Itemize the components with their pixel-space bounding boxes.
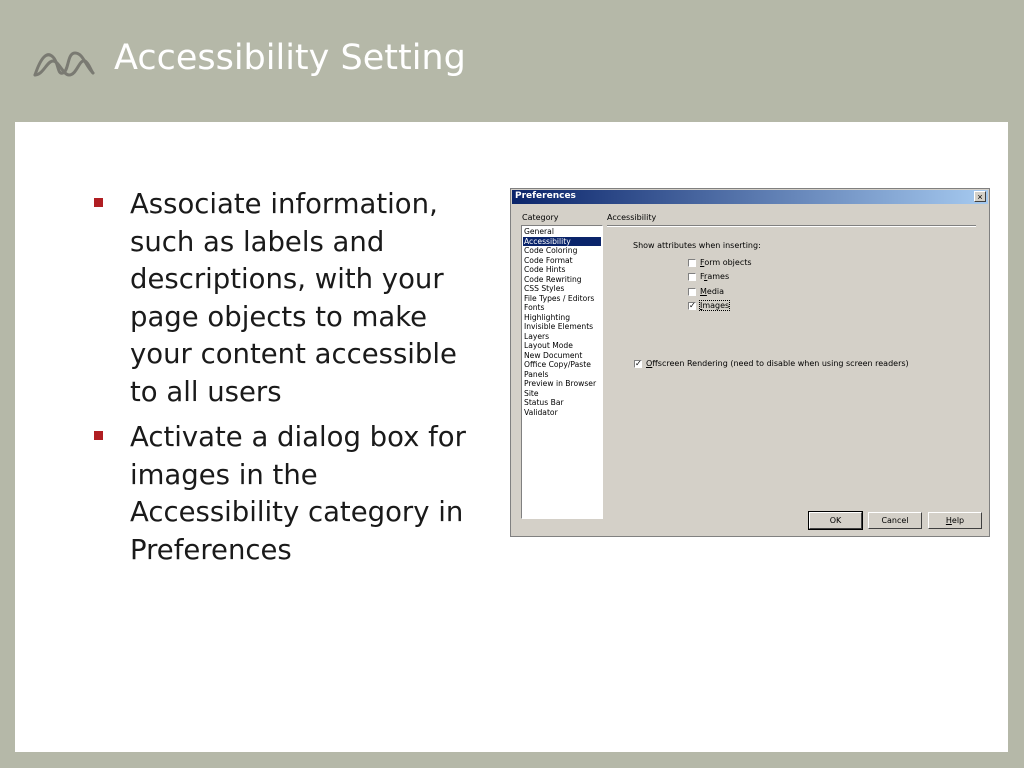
waves-logo-icon <box>33 47 95 79</box>
checkbox-form-objects[interactable] <box>688 258 752 267</box>
label-mnemonic: H <box>945 516 952 525</box>
checkbox-box[interactable] <box>688 273 696 281</box>
section-label: Accessibility <box>607 213 657 222</box>
bullet-text: Associate information, such as labels and descriptions, with your page objects to make your content accessible to all users <box>130 188 457 408</box>
checkmark-icon: ✓ <box>689 300 696 310</box>
category-item[interactable]: Code Format <box>524 255 573 265</box>
label-text: orm objects <box>704 258 752 267</box>
category-item[interactable]: Validator <box>524 407 558 417</box>
label-text: edia <box>706 287 725 296</box>
checkbox-label <box>700 258 752 267</box>
category-item[interactable]: Office Copy/Paste <box>524 360 591 369</box>
ok-button[interactable]: OK <box>809 512 862 529</box>
bullet-item <box>92 419 492 569</box>
cancel-button[interactable]: Cancel <box>868 512 922 529</box>
checkbox-label <box>700 301 729 310</box>
category-item[interactable]: Preview in Browser <box>524 379 597 388</box>
square-bullet-icon <box>94 198 103 207</box>
category-label: Category <box>522 213 559 222</box>
checkbox-media[interactable] <box>688 287 724 296</box>
label-mnemonic: M <box>700 287 707 296</box>
category-item[interactable]: Invisible Elements <box>524 322 594 331</box>
category-item[interactable]: Panels <box>524 369 549 379</box>
category-item[interactable]: New Document <box>524 350 583 360</box>
square-bullet-icon <box>94 431 103 440</box>
label-text: elp <box>951 516 965 525</box>
help-button[interactable] <box>928 512 982 529</box>
category-item[interactable]: Accessibility <box>523 237 601 247</box>
bullet-text: Activate a dialog box for images in the Accessibility category in Preferences <box>130 421 466 566</box>
category-item[interactable]: Status Bar <box>524 398 564 407</box>
category-item[interactable]: General <box>524 227 554 236</box>
category-item[interactable]: Code Rewriting <box>524 274 582 284</box>
category-item[interactable]: Fonts <box>524 303 545 312</box>
checkbox-label <box>700 287 724 296</box>
category-item[interactable]: CSS Styles <box>524 284 565 293</box>
checkbox-box[interactable] <box>688 302 696 310</box>
category-item[interactable]: Code Hints <box>524 265 566 274</box>
category-item[interactable]: Site <box>524 388 539 398</box>
label-text: F <box>700 272 705 281</box>
label-text: ames <box>707 272 730 281</box>
bullet-list <box>92 186 492 577</box>
label-mnemonic: r <box>704 272 708 281</box>
close-icon: × <box>977 192 983 202</box>
label-mnemonic: I <box>700 301 703 310</box>
label-text: mages <box>702 301 730 310</box>
checkbox-images[interactable] <box>688 301 729 310</box>
label-mnemonic: F <box>700 258 705 267</box>
close-button[interactable] <box>974 191 986 202</box>
dialog-title: Preferences <box>515 191 576 201</box>
checkbox-box[interactable] <box>688 259 696 267</box>
checkbox-box[interactable] <box>634 360 642 368</box>
bullet-item <box>92 186 492 411</box>
label-mnemonic: O <box>646 359 653 368</box>
dialog-titlebar[interactable] <box>512 190 988 204</box>
category-item[interactable]: Layers <box>524 331 550 341</box>
checkbox-label <box>646 359 909 368</box>
checkbox-label <box>700 272 729 281</box>
category-list[interactable] <box>521 225 603 519</box>
checkbox-frames[interactable] <box>688 272 729 281</box>
preferences-dialog <box>510 188 990 537</box>
show-attributes-label: Show attributes when inserting: <box>633 241 761 250</box>
category-item[interactable]: File Types / Editors <box>524 293 595 303</box>
checkbox-box[interactable] <box>688 288 696 296</box>
category-item[interactable]: Code Coloring <box>524 246 578 255</box>
category-item[interactable]: Highlighting <box>524 312 571 322</box>
category-item[interactable]: Layout Mode <box>524 341 573 350</box>
checkmark-icon: ✓ <box>635 358 642 368</box>
label-text: ffscreen Rendering (need to disable when using screen readers) <box>652 359 909 368</box>
slide-title: Accessibility Setting <box>114 38 466 78</box>
checkbox-offscreen-rendering[interactable] <box>634 359 909 368</box>
section-divider <box>607 225 976 227</box>
